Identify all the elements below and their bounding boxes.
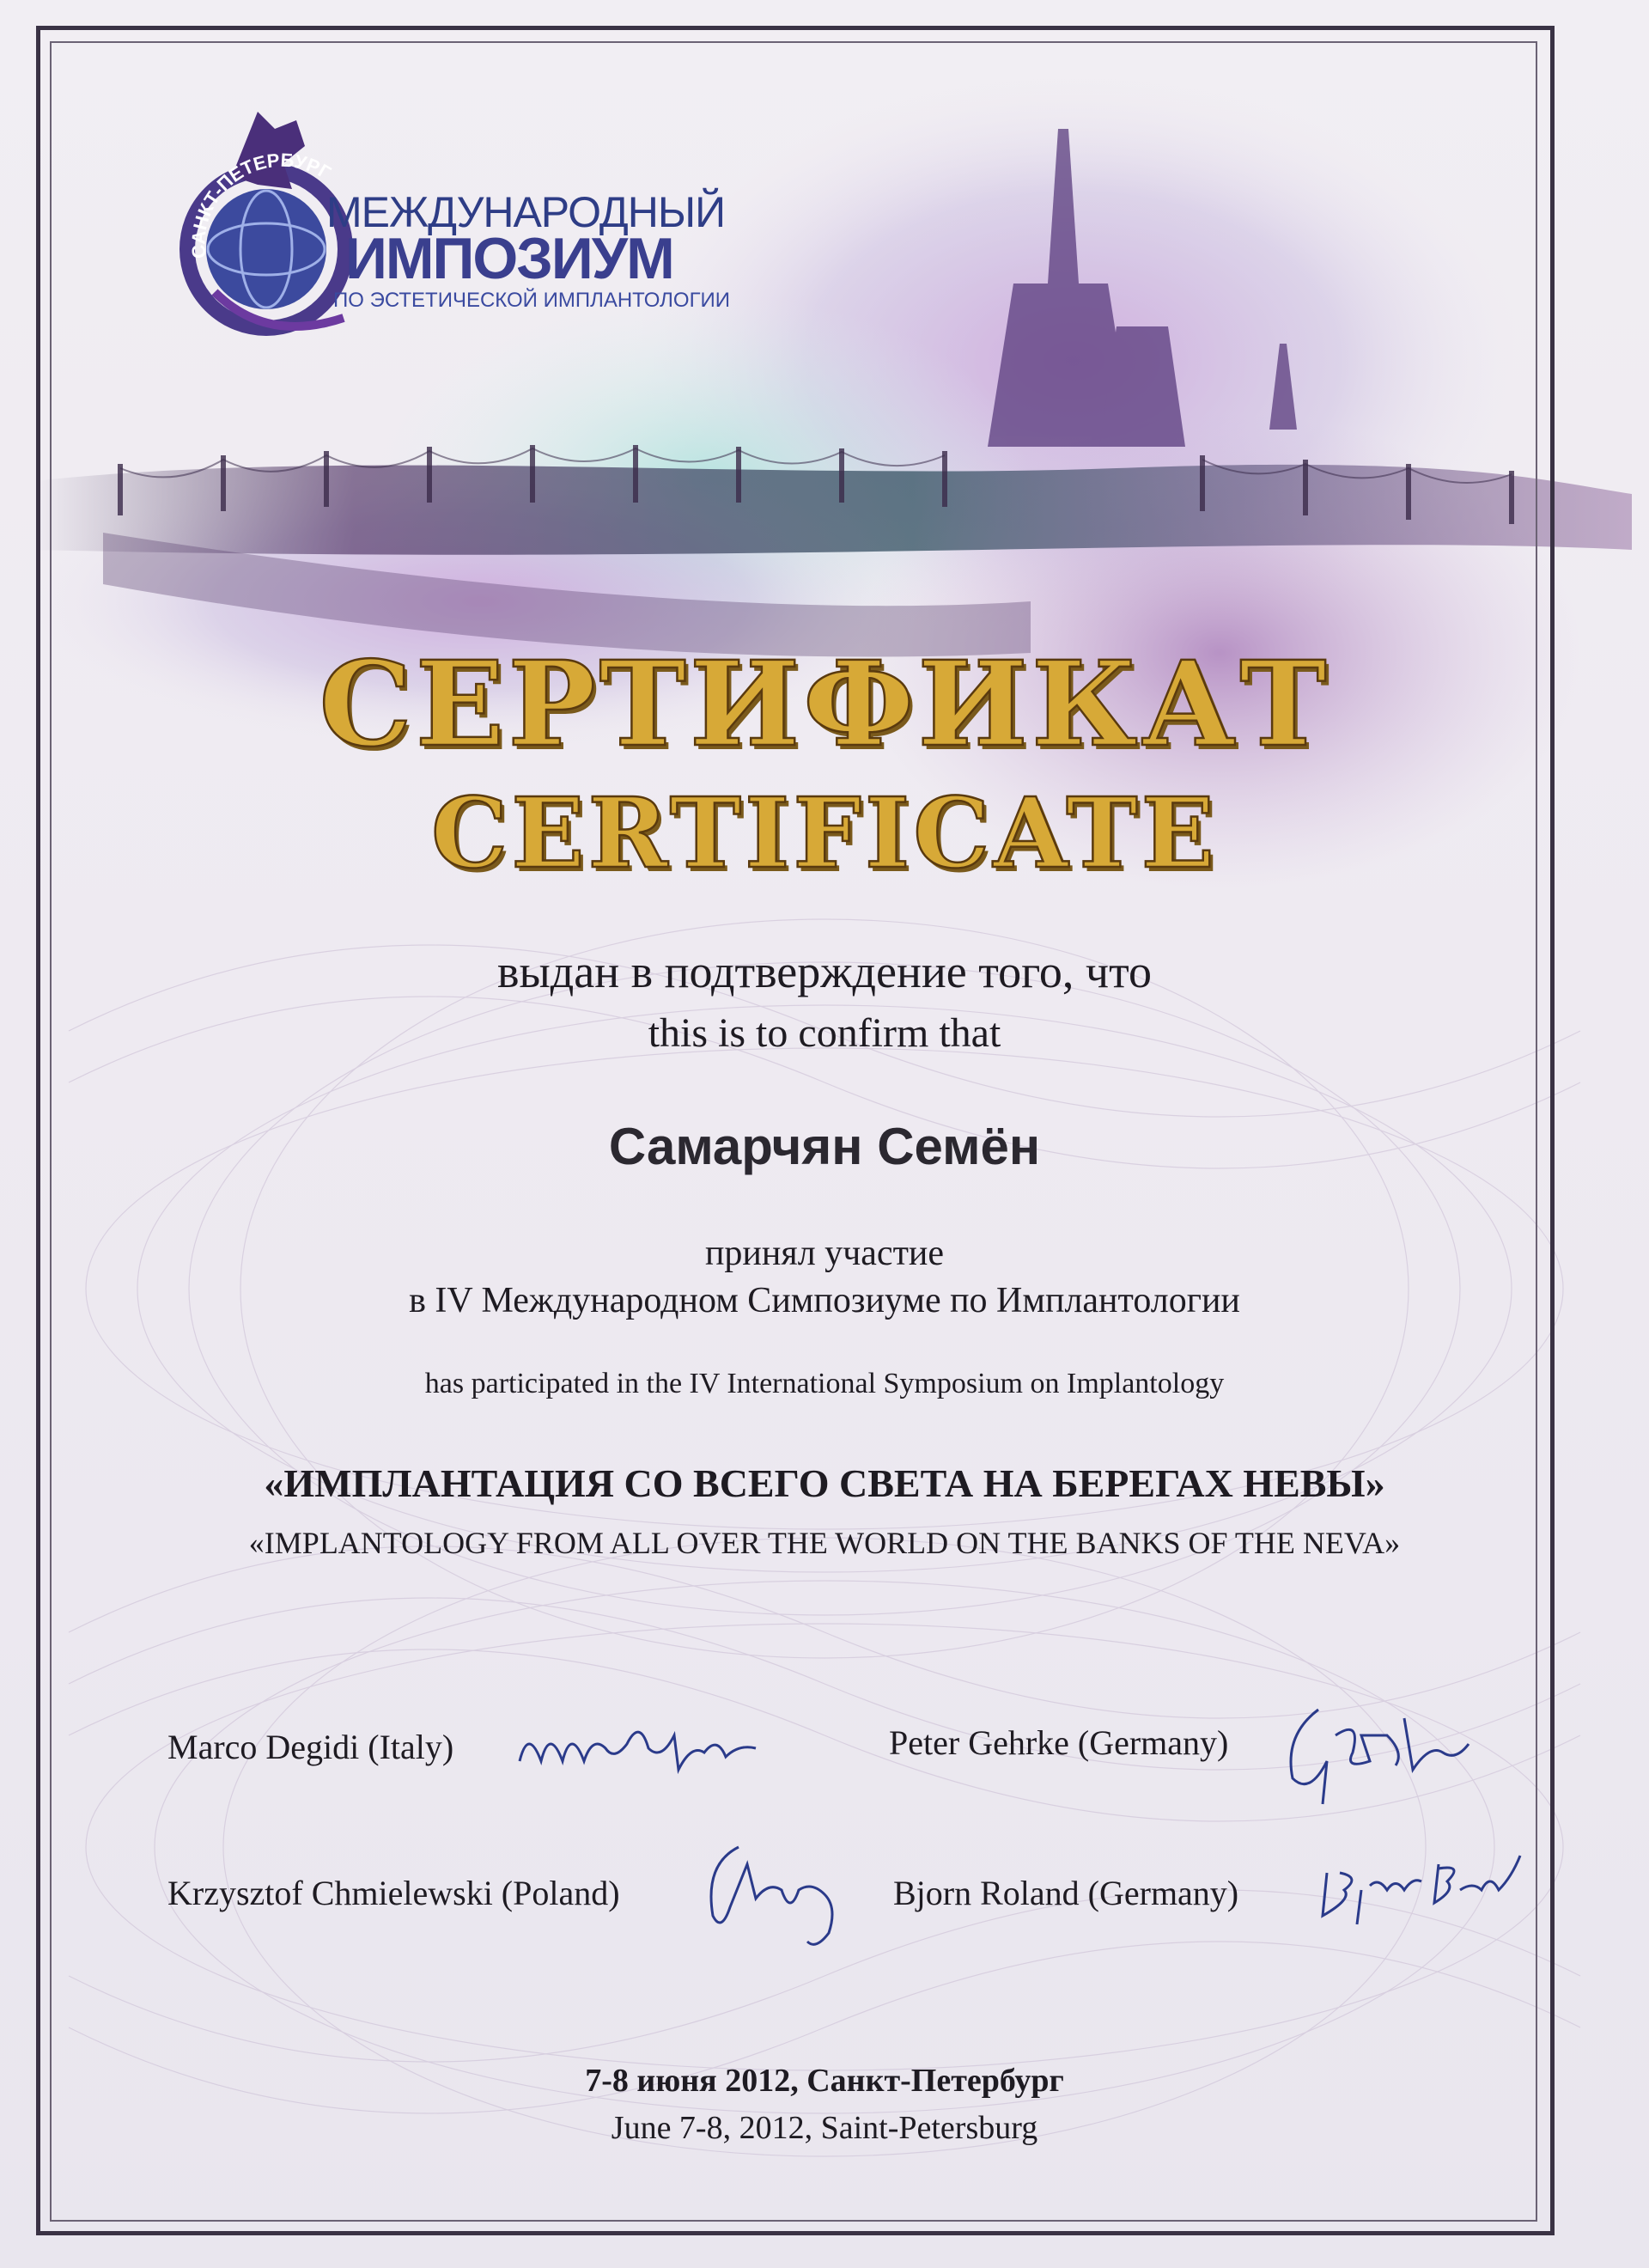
title-english: CERTIFICATE xyxy=(431,777,1218,890)
signer-name-degidi: Marco Degidi (Italy) xyxy=(167,1728,454,1766)
date-place-en: June 7-8, 2012, Saint-Petersburg xyxy=(611,2110,1038,2146)
signature-gehrke xyxy=(1275,1684,1482,1813)
participated-text-ru: принял участие xyxy=(704,1234,945,1273)
date-place-ru: 7-8 июня 2012, Санкт-Петербург xyxy=(585,2063,1064,2099)
symposium-text-en: has participated in the IV International Symposium on Implantology xyxy=(424,1368,1225,1399)
issued-text-ru: выдан в подтверждение того, что xyxy=(497,946,1152,997)
logo-ring xyxy=(155,94,429,369)
confirm-text-en: this is to confirm that xyxy=(648,1010,1001,1056)
title-russian: СЕРТИФИКАТ xyxy=(319,636,1330,773)
theme-title-ru: «ИМПЛАНТАЦИЯ СО ВСЕГО СВЕТА НА БЕРЕГАХ НЕВЫ» xyxy=(264,1461,1385,1505)
signer-name-gehrke: Peter Gehrke (Germany) xyxy=(889,1723,1229,1762)
logo-subtitle: ПО ЭСТЕТИЧЕСКОЙ ИМПЛАНТОЛОГИИ xyxy=(333,289,731,312)
logo-ring-text: САНКТ-ПЕТЕРБУРГ xyxy=(187,149,335,260)
symposium-text-ru: в IV Международном Симпозиуме по Имплантологии xyxy=(409,1281,1240,1320)
signer-name-roland: Bjorn Roland (Germany) xyxy=(893,1874,1239,1912)
recipient-name: Самарчян Семён xyxy=(608,1118,1041,1175)
theme-title-en: «IMPLANTOLOGY FROM ALL OVER THE WORLD ON THE BANKS OF THE NEVA» xyxy=(248,1526,1401,1560)
signer-name-chmielewski: Krzysztof Chmielewski (Poland) xyxy=(167,1874,620,1912)
logo-title-line1: МЕЖДУНАРОДНЫЙ xyxy=(326,188,726,236)
signature-degidi xyxy=(511,1710,786,1804)
logo-title-line2: ИМПОЗИУМ xyxy=(345,226,673,291)
signature-roland xyxy=(1310,1838,1533,1933)
svg-text:САНКТ-ПЕТЕРБУРГ xyxy=(187,149,335,259)
signature-chmielewski xyxy=(687,1830,859,1959)
